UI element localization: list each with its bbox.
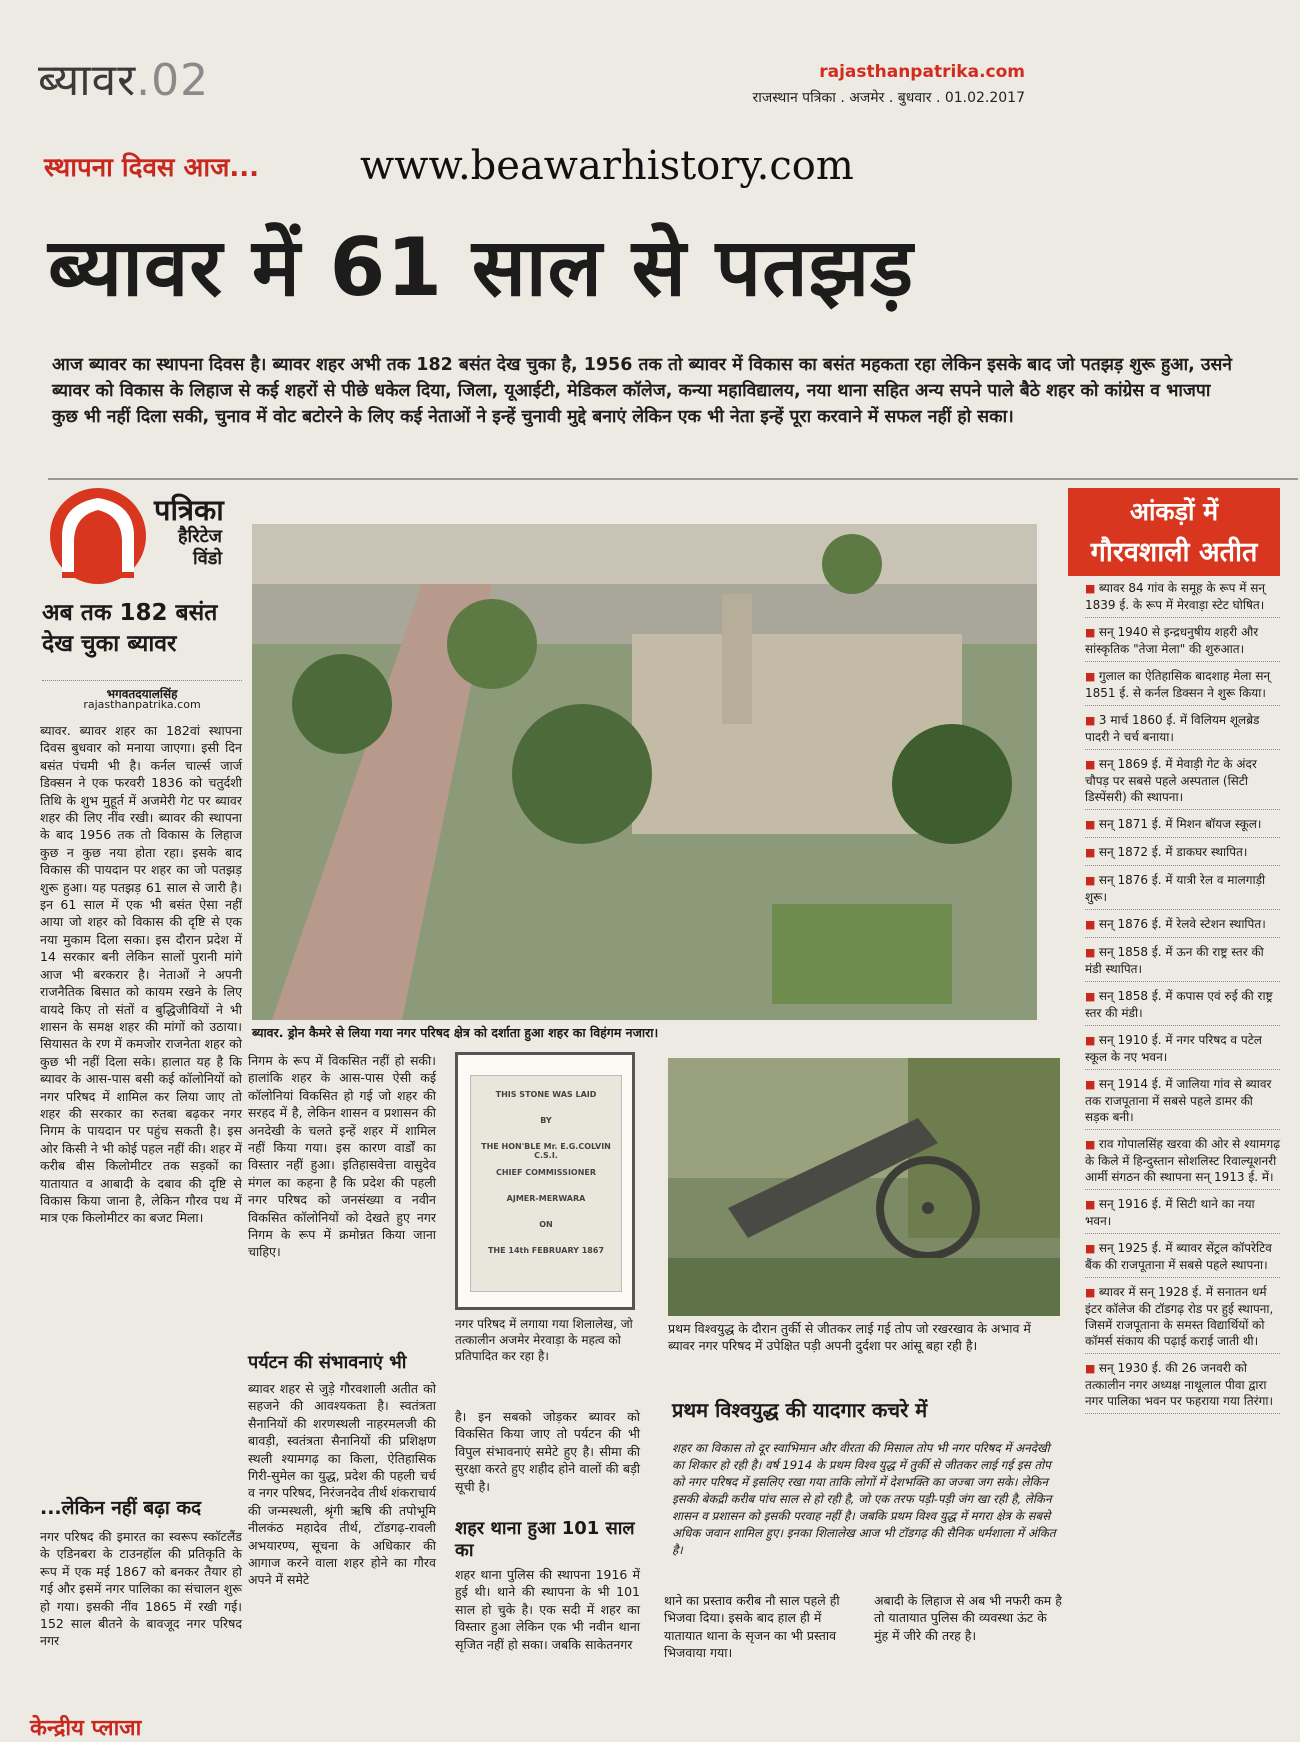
bullet-icon: ■ [1085, 1362, 1099, 1375]
list-item: ■ सन् 1940 से इन्द्रधनुषीय शहरी और सांस्कृतिक "तेजा मेला" की शुरुआत। [1085, 624, 1280, 662]
bullet-icon: ■ [1085, 626, 1099, 639]
list-item: ■ राव गोपालसिंह खरवा की ओर से श्यामगढ़ के किले में हिन्दुस्तान सोशलिस्ट रिवाल्यूशनरी आर्मी संगठन की स्थापना सन् 1913 ई. में। [1085, 1136, 1280, 1190]
subhead-no-growth: ...लेकिन नहीं बढ़ा कद [40, 1497, 202, 1519]
photo-caption: ब्यावर. ड्रोन कैमरे से लिया गया नगर परिषद क्षेत्र को दर्शाता हुआ शहर का विहंगम नजारा। [252, 1025, 659, 1040]
plaque-line: THE HON'BLE Mr. E.G.COLVIN C.S.I. [481, 1142, 611, 1160]
story-column-2b: ब्यावर शहर से जुड़े गौरवशाली अतीत को सहजने की आवश्यकता है। स्वतंत्रता सैनानियों की शरणस्थली नाहरमलजी की बावड़ी, स्वतंत्रता सैनानियों की प्रशिक्षण स्थली श्यामगढ़ का किला, ऐतिहासिक गिरी-सुमेल का युद्ध, प्रदेश की पहली चर्च व नगर परिषद, निरंजनदेव तीर्थ शंकराचार्य की जन्मस्थली, श्रृंगी ऋषि की तपोभूमि नीलकंठ महादेव तीर्थ, टॉडगढ़-रावली अभयारण्य, सूचना के अधिकार की आगाज करने वाला शहर होने का गौरव अपने में समेटे [248, 1381, 436, 1588]
heritage-label: हैरिटेज विंडो [177, 526, 222, 569]
story-column-3b: शहर थाना पुलिस की स्थापना 1916 में हुई थी। थाने की स्थापना के भी 101 साल हो चुके है। एक सदी में शहर का विस्तार हुआ लेकिन एक भी नवीन थाना सृजित नहीं हो सका। जबकि साकेतनगर [455, 1567, 640, 1652]
story-column-1: ब्यावर. ब्यावर शहर का 182वां स्थापना दिवस बुधवार को मनाया जाएगा। इसी दिन बसंत पंचमी भी है। कर्नल चार्ल्स जार्ज डिक्सन ने एक फरवरी 1836 को चतुर्दशी तिथि के शुभ मुहूर्त में अजमेरी गेट पर ब्यावर शहर की लिए नींव रखी। ब्यावर की स्थापना के बाद 1956 तक तो विकास के लिहाज कुछ न कुछ नया होता रहा। इसके बाद विकास की पायदान पर शहर का जो पतझड़ शुरू हुआ। यह पतझड़ 61 साल से जारी है। इन 61 साल में एक भी बसंत ऐसा नहीं आया जो शहर को विकास की दृष्टि से एक नया मुकाम दिला सका। इस दौरान प्रदेश में 14 सरकार बनी लेकिन सालों पुरानी मांगे आज भी बरकरार है। नेताओं ने अपनी राजनैतिक बिसात को कायम रखने के लिए वायदे किए तो संतों व बुद्धिजीवियों ने भी शासन के समक्ष शहर की मांगों को उठाया। सियासत के रण में कमजोर राजनेता शहर को कुछ भी नहीं दिला सके। हालात यह है कि ब्यावर के आस-पास बसी कई कॉलोनियों को नगर परिषद में शामिल कर लिया जाए तो शहर की सरकार का रुतबा बढ़कर नगर निगम के पायदान पर पहुंच सकती है। इस ओर किसी ने भी कोई पहल नहीं की। शहर में करीब बीस किलोमीटर तक सड़कों का यातायात व आबादी के दबाव की दृष्टि से विकास किया जाना है, लेकिन गौरव पथ में मात्र एक किलोमीटर का बजट मिला। [40, 723, 242, 1226]
list-item: ■ सन् 1876 ई. में रेलवे स्टेशन स्थापित। [1085, 916, 1280, 938]
story-column-3: है। इन सबको जोड़कर ब्यावर को विकसित किया जाए तो पर्यटन की भी विपुल संभावनाएं समेटे हुए है। सीमा की सुरक्षा करते हुए शहीद होने वालों की बड़ी सूची है। [455, 1409, 640, 1494]
plaque-caption: नगर परिषद में लगाया गया शिलालेख, जो तत्कालीन अजमेर मेरवाड़ा के महत्व को प्रतिपादित कर रहा है। [455, 1317, 633, 1363]
plaque-line: ON [539, 1220, 553, 1229]
cannon-story-box: शहर का विकास तो दूर स्वाभिमान और वीरता की मिसाल तोप भी नगर परिषद में अनदेखी का शिकार हो रही है। वर्ष 1914 के प्रथम विश्व युद्ध में तुर्की से जीतकर लाई गई इस तोप को नगर परिषद में इसलिए रखा गया ताकि लोगों में देशभक्ति का जज्बा जग सके। लेकिन इसकी बेकद्री करीब पांच साल से हो रही है, जो एक तरफ पड़ी-पड़ी जंग खा रही है, लेकिन शासन व प्रशासन को इसकी परवाह नहीं है। जबकि प्रथम विश्व युद्ध में मगरा क्षेत्र के सबसे अधिक जवान शामिल हुए। इनका शिलालेख आज भी टॉडगढ़ की सैनिक धर्मशाला में अंकित है। [672, 1441, 1056, 1557]
list-item: ■ सन् 1910 ई. में नगर परिषद व पटेल स्कूल के नए भवन। [1085, 1032, 1280, 1070]
story-column-1b: नगर परिषद की इमारत का स्वरूप स्कॉटलैंड के एडिनबरा के टाउनहॉल की प्रतिकृति के रूप में एक मई 1867 को बनकर तैयार हो गई और इसमें नगर पालिका का संचालन शुरू हो गया। इसकी नींव 1865 में रखी गई। 152 साल बीतने के बावजूद नगर परिषद नगर [40, 1529, 242, 1649]
intro-paragraph: आज ब्यावर का स्थापना दिवस है। ब्यावर शहर अभी तक 182 बसंत देख चुका है, 1956 तक तो ब्यावर में विकास का बसंत महकता रहा लेकिन इसके बाद जो पतझड़ शुरू हुआ, उसने ब्यावर को विकास के लिहाज से कई शहरों से पीछे धकेल दिया, जिला, यूआईटी, मेडिकल कॉलेज, कन्या महाविद्यालय, नया थाना सहित अन्य सपने पाले बैठे शहर को कांग्रेस व भाजपा कुछ भी नहीं दिला सकी, चुनाव में वोट बटोरने के लिए कई नेताओं ने इन्हें चुनावी मुद्दे बनाएं लेकिन एक भी नेता इन्हें पूरा करवाने में सफल नहीं हो सका। [52, 355, 1233, 427]
plaque-stone [470, 1075, 622, 1292]
list-item: ■ सन् 1858 ई. में ऊन की राष्ट्र स्तर की मंडी स्थापित। [1085, 944, 1280, 982]
sidebar-facts-list [1085, 580, 1280, 1420]
bullet-icon: ■ [1085, 1242, 1099, 1255]
list-item: ■ सन् 1914 ई. में जालिया गांव से ब्यावर तक राजपूताना में सबसे पहले डामर की सड़क बनी। [1085, 1076, 1280, 1130]
list-item: ■ ब्यावर 84 गांव के समूह के रूप में सन् 1839 ई. के रूप में मेरवाड़ा स्टेट घोषित। [1085, 580, 1280, 618]
divider [48, 478, 1298, 480]
site-link[interactable]: rajasthanpatrika.com [819, 62, 1025, 82]
plaque-line: AJMER-MERWARA [506, 1194, 586, 1203]
kicker: स्थापना दिवस आज... [44, 153, 260, 183]
bullet-icon: ■ [1085, 714, 1099, 727]
sidebar-title-2: गौरवशाली अतीत [1090, 537, 1258, 568]
subhead-tourism: पर्यटन की संभावनाएं भी [248, 1352, 407, 1373]
bullet-icon: ■ [1085, 990, 1099, 1003]
list-item: ■ सन् 1872 ई. में डाकघर स्थापित। [1085, 844, 1280, 866]
aerial-city-photo [252, 524, 1037, 1020]
cannon-caption: प्रथम विश्वयुद्ध के दौरान तुर्की से जीतकर लाई गई तोप जो रखरखाव के अभाव में ब्यावर नगर परिषद में उपेक्षित पड़ी अपनी दुर्दशा पर आंसू बहा रही है। [668, 1321, 1031, 1353]
bullet-icon: ■ [1085, 758, 1099, 771]
list-item: ■ सन् 1876 ई. में यात्री रेल व मालगाड़ी शुरू। [1085, 872, 1280, 910]
list-item: ■ सन् 1858 ई. में कपास एवं रुई की राष्ट्र स्तर की मंडी। [1085, 988, 1280, 1026]
list-item: ■ सन् 1916 ई. में सिटी थाने का नया भवन। [1085, 1196, 1280, 1234]
story-title: अब तक 182 बसंत देख चुका ब्यावर [42, 600, 218, 657]
bullet-icon: ■ [1085, 670, 1099, 683]
list-item: ■ सन् 1930 ई. की 26 जनवरी को तत्कालीन नगर अध्यक्ष नाथूलाल पीवा द्वारा नगर पालिका भवन पर फहराया गया तिरंगा। [1085, 1360, 1280, 1414]
story-column-2: निगम के रूप में विकसित नहीं हो सकी। हालांकि शहर के आस-पास ऐसी कई कॉलोनियां विकसित हो गई जो शहर की सरहद में है, लेकिन शासन व प्रशासन की अनदेखी के चलते इन्हें शहर में शामिल नहीं किया गया। इस कारण वार्डों का विस्तार नहीं हुआ। इतिहासवेत्ता वासुदेव मंगल का कहना है कि प्रदेश की पहली नगर परिषद को जनसंख्या व नवीन विकसित कॉलोनियों को देखते हुए नगर निगम के रूप में क्रमोन्नत किया जाना चाहिए। [248, 1053, 436, 1260]
bullet-icon: ■ [1085, 1138, 1099, 1151]
sidebar-title-1: आंकड़ों में [1129, 497, 1219, 526]
bullet-icon: ■ [1085, 874, 1099, 887]
list-item: ■ 3 मार्च 1860 ई. में विलियम शूलब्रेड पादरी ने चर्च बनाया। [1085, 712, 1280, 750]
plaque-line: CHIEF COMMISSIONER [495, 1168, 597, 1177]
section-masthead: ब्यावर.02 [38, 55, 210, 106]
bullet-icon: ■ [1085, 1078, 1099, 1091]
plaque-line: THIS STONE WAS LAID [495, 1090, 597, 1099]
sidebar-header [1068, 488, 1280, 576]
dateline: राजस्थान पत्रिका . अजमेर . बुधवार . 01.02.2017 [752, 90, 1025, 106]
cannon-photo [668, 1058, 1060, 1316]
patrika-logo-icon [42, 486, 154, 586]
bullet-icon: ■ [1085, 1034, 1099, 1047]
plaque-line: BY [540, 1116, 552, 1125]
story-column-4b: अबादी के लिहाज से अब भी नफरी कम है तो यातायात पुलिस की व्यवस्था ऊंट के मुंह में जीरे की तरह है। [874, 1593, 1062, 1643]
subhead-police-station: शहर थाना हुआ 101 साल का [455, 1518, 635, 1561]
subhead-ww1-cannon: प्रथम विश्वयुद्ध की यादगार कचरे में [672, 1398, 928, 1422]
bullet-icon: ■ [1085, 818, 1099, 831]
page-number: .02 [136, 55, 210, 106]
story-column-4a: थाने का प्रस्ताव करीब नौ साल पहले ही भिजवा दिया। इसके बाद हाल ही में यातायात थाना के सृजन का भी प्रस्ताव भिजवाया गया। [664, 1593, 840, 1661]
bullet-icon: ■ [1085, 846, 1099, 859]
list-item: ■ सन् 1869 ई. में मेवाड़ी गेट के अंदर चौपड़ पर सबसे पहले अस्पताल (सिटी डिस्पेंसरी) की स्थापना। [1085, 756, 1280, 810]
list-item: ■ सन् 1925 ई. में ब्यावर सेंट्रल कॉपरेटिव बैंक की राजपूताना में सबसे पहले स्थापना। [1085, 1240, 1280, 1278]
watermark-url: www.beawarhistory.com [360, 143, 854, 189]
list-item: ■ ब्यावर में सन् 1928 ई. में सनातन धर्म इंटर कॉलेज की टॉडगढ़ रोड पर हुई स्थापना, जिसमें राजपूताना के समस्त विद्यार्थियों को कॉमर्स संकाय की पढ़ाई कराई जाती थी। [1085, 1284, 1280, 1354]
byline-site: rajasthanpatrika.com [83, 698, 201, 711]
bullet-icon: ■ [1085, 946, 1099, 959]
heritage-brand: पत्रिका [154, 493, 224, 527]
headline: ब्यावर में 61 साल से पतझड़ [48, 221, 914, 314]
bullet-icon: ■ [1085, 918, 1099, 931]
next-story-teaser: केन्द्रीय प्लाजा [30, 1716, 142, 1741]
bullet-icon: ■ [1085, 1286, 1099, 1299]
list-item: ■ गुलाल का ऐतिहासिक बादशाह मेला सन् 1851 ई. से कर्नल डिक्सन ने शुरू किया। [1085, 668, 1280, 706]
list-item: ■ सन् 1871 ई. में मिशन बॉयज स्कूल। [1085, 816, 1280, 838]
foundation-plaque-photo [455, 1052, 635, 1310]
bullet-icon: ■ [1085, 1198, 1099, 1211]
plaque-line: THE 14th FEBRUARY 1867 [487, 1246, 605, 1255]
byline-author: भगवतदयालसिंह [42, 680, 242, 702]
bullet-icon: ■ [1085, 582, 1099, 595]
